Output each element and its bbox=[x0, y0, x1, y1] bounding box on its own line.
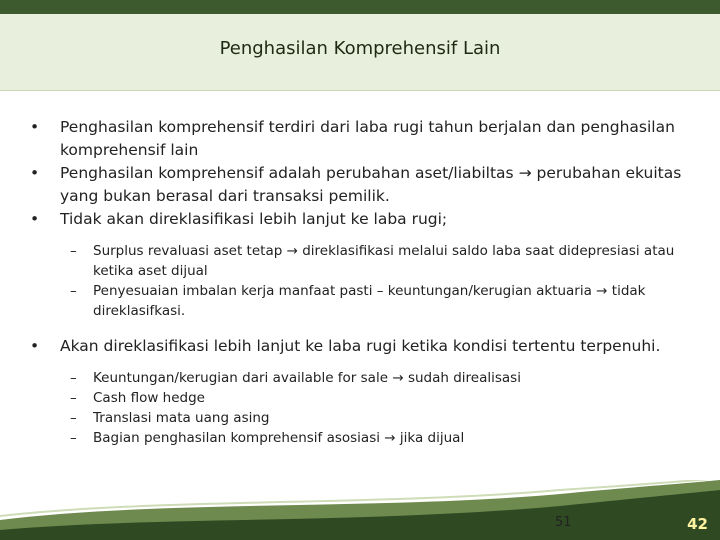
sub-text: Penyesuaian imbalan kerja manfaat pasti – keuntungan/kerugian aktuaria bbox=[93, 283, 592, 299]
dash-mark: – bbox=[70, 390, 77, 406]
slide-title: Penghasilan Komprehensif Lain bbox=[219, 38, 501, 59]
bullet-text: Akan direklasifikasi lebih lanjut ke laba rugi ketika kondisi tertentu terpenuhi. bbox=[60, 337, 661, 355]
bullet-mark: • bbox=[30, 164, 40, 182]
page-number: 51 bbox=[555, 515, 572, 530]
bullet-text: Penghasilan komprehensif adalah perubahan aset/liabiltas bbox=[60, 164, 514, 182]
sub-text: Bagian penghasilan komprehensif asosiasi bbox=[93, 430, 380, 446]
bullet-item bbox=[30, 208, 690, 231]
sub-item bbox=[30, 368, 690, 388]
slide-number: 42 bbox=[687, 515, 708, 533]
bullet-text: Penghasilan komprehensif terdiri dari laba rugi tahun berjalan dan penghasilan komprehensif lain bbox=[60, 118, 675, 159]
sub-text: tidak direklasifkasi. bbox=[93, 283, 646, 319]
sub-item bbox=[30, 241, 690, 281]
sub-text: sudah direalisasi bbox=[407, 370, 521, 386]
dash-mark: – bbox=[70, 430, 77, 446]
dash-mark: – bbox=[70, 370, 77, 386]
sub-text: Surplus revaluasi aset tetap bbox=[93, 243, 283, 259]
top-bar bbox=[0, 0, 720, 14]
slide-content bbox=[30, 116, 690, 448]
footer-wave-decoration bbox=[0, 480, 720, 540]
dash-mark: – bbox=[70, 410, 77, 426]
dash-mark: – bbox=[70, 283, 77, 299]
sub-item bbox=[30, 281, 690, 321]
bullet-mark: • bbox=[30, 210, 40, 228]
arrow-icon: → bbox=[596, 283, 608, 299]
sub-text: Keuntungan/kerugian dari available for sale bbox=[93, 370, 389, 386]
bullet-text: perubahan ekuitas yang bukan berasal dari transaksi pemilik. bbox=[60, 164, 682, 205]
sub-item bbox=[30, 388, 690, 408]
bullet-item bbox=[30, 162, 690, 208]
sub-text: jika dijual bbox=[399, 430, 465, 446]
sub-text: Cash flow hedge bbox=[93, 390, 205, 406]
sub-text: Translasi mata uang asing bbox=[93, 410, 270, 426]
bullet-text: Tidak akan direklasifikasi lebih lanjut ke laba rugi; bbox=[60, 210, 448, 228]
arrow-icon: → bbox=[518, 164, 532, 182]
arrow-icon: → bbox=[384, 430, 396, 446]
sub-item bbox=[30, 408, 690, 428]
bullet-item bbox=[30, 335, 690, 358]
bullet-mark: • bbox=[30, 118, 40, 136]
bullet-mark: • bbox=[30, 337, 40, 355]
arrow-icon: → bbox=[286, 243, 298, 259]
sub-text: direklasifikasi melalui saldo laba saat didepresiasi atau ketika aset dijual bbox=[93, 243, 675, 279]
sub-item bbox=[30, 428, 690, 448]
arrow-icon: → bbox=[392, 370, 404, 386]
dash-mark: – bbox=[70, 243, 77, 259]
bullet-item bbox=[30, 116, 690, 162]
